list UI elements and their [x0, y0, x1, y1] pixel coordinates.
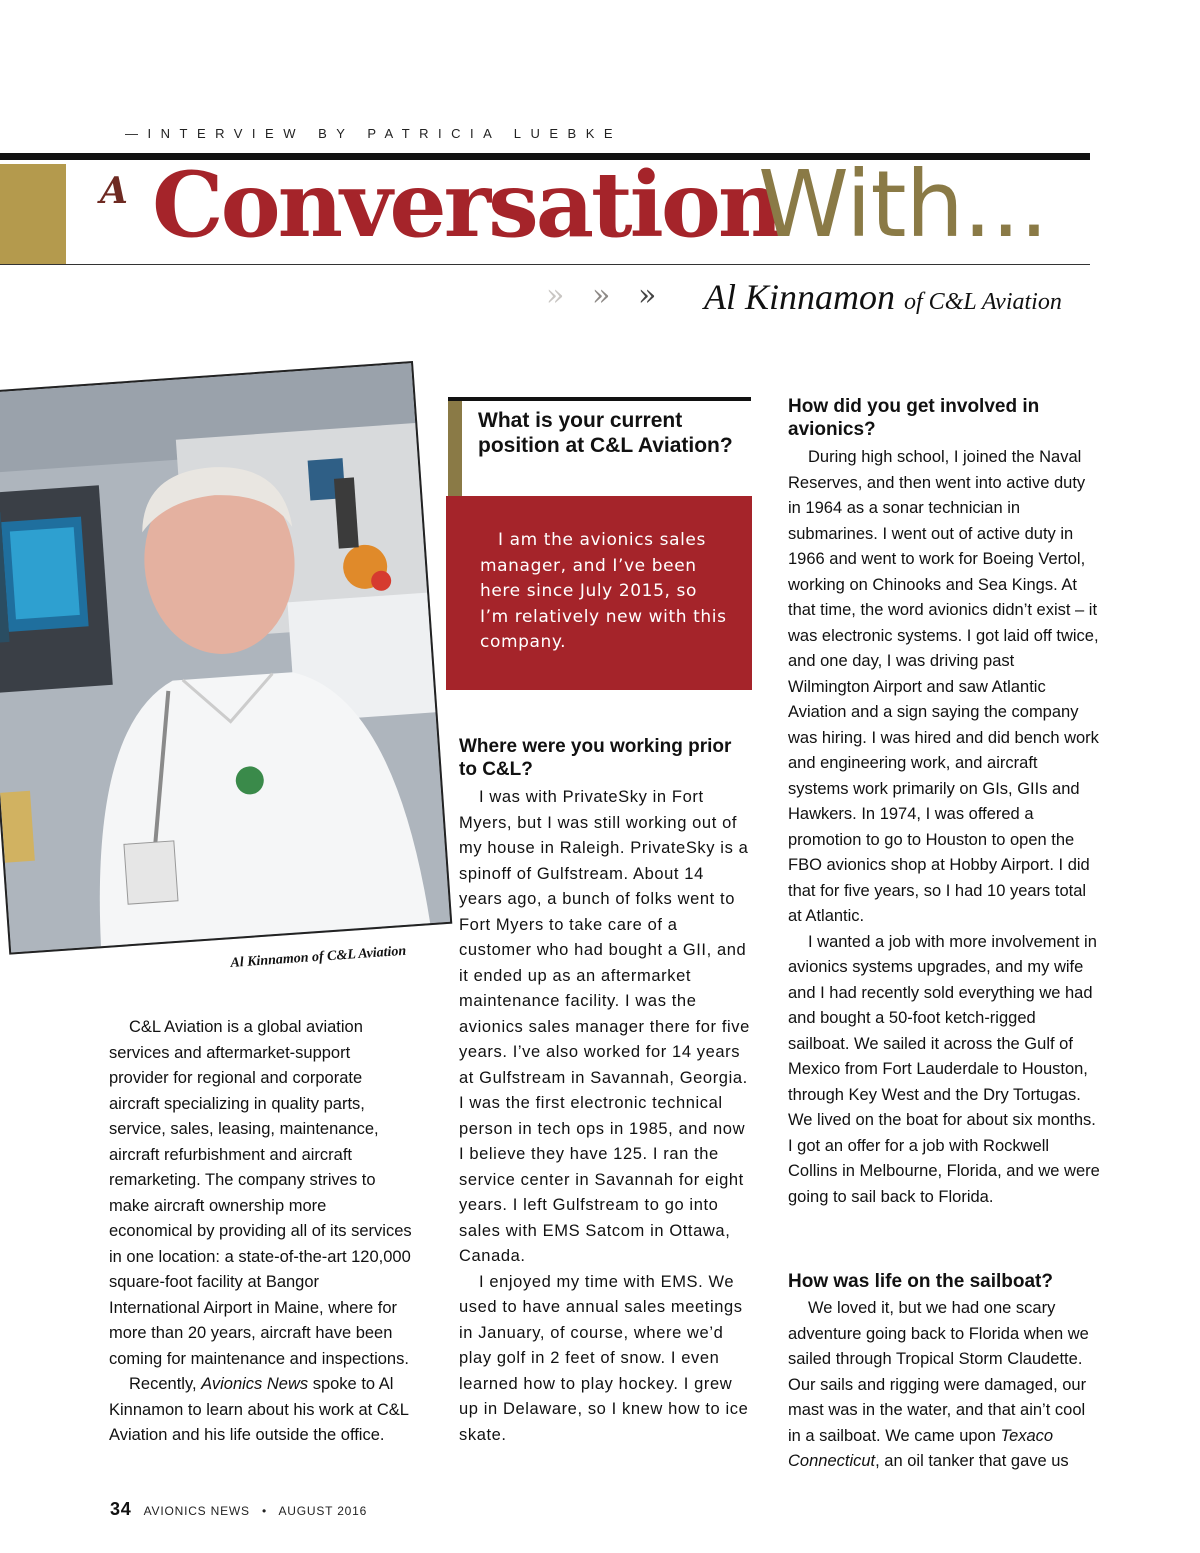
q1-question: What is your current position at C&L Aviation?	[478, 409, 733, 457]
q1-top-rule	[448, 397, 751, 401]
title-underline	[0, 264, 1090, 265]
subject-line	[704, 276, 1062, 318]
intro-column	[109, 1015, 414, 1449]
intro-paragraph-1: C&L Aviation is a global aviation services and aftermarket-support provider for regional and corporate aircraft specializing in quality parts, service, sales, leasing, maintenance, aircraft refurbishment and aircraft remarketing. The company strives to make aircraft ownership more economical by providing all of its services in one location: a state-of-the-art 120,000 square-foot facility at Bangor International Airport in Maine, where for more than 20 years, aircraft have been coming for maintenance and inspections.	[109, 1018, 412, 1368]
q2-paragraph-2: I enjoyed my time with EMS. We used to have annual sales meetings in January, of course, where we’d play golf in 2 feet of snow. I even learned how to play hockey. I grew up in Delaware, so I knew how to ice skate.	[459, 1272, 749, 1444]
title-article: A	[100, 170, 128, 212]
q1-accent-bar	[448, 401, 462, 496]
gold-accent-block	[0, 164, 66, 264]
subject-name: Al Kinnamon	[704, 277, 896, 317]
page-footer	[110, 1499, 367, 1520]
subject-org: of C&L Aviation	[904, 289, 1062, 315]
photo-caption: Al Kinnamon of C&L Aviation	[230, 943, 407, 971]
footer-bullet: •	[261, 1504, 267, 1518]
q2-answer	[459, 785, 751, 1448]
q3-answer	[788, 445, 1100, 1210]
chevron-icon-2: »	[592, 278, 611, 313]
q4-question: How was life on the sailboat?	[788, 1271, 1053, 1292]
q3-paragraph-2: I wanted a job with more involvement in avionics systems upgrades, and my wife and I had recently sold everything we had and bought a 50-foot ketch-rigged sailboat. We sailed it across the Gulf of Mexico from Fort Lauderdale to Houston, through Key West and the Dry Tortugas. We lived on the boat for about six months. I got an offer for a job with Rockwell Collins in Melbourne, Florida, and we were going to sail back to Florida.	[788, 932, 1100, 1206]
publication-name: AVIONICS NEWS	[143, 1504, 250, 1518]
title-with: With...	[758, 151, 1048, 258]
q2-question: Where were you working prior to C&L?	[459, 736, 732, 780]
q1-answer: I am the avionics sales manager, and I’ve been here since July 2015, so I’m relatively new with this company.	[480, 530, 727, 652]
title-conversation: Conversation	[152, 152, 781, 258]
intro-paragraph-2: Recently, Avionics News spoke to Al Kinnamon to learn about his work at C&L Aviation and his life outside the office.	[109, 1375, 409, 1444]
q3-question: How did you get involved in avionics?	[788, 396, 1040, 440]
q2-paragraph-1: I was with PrivateSky in Fort Myers, but I was still working out of my house in Raleigh. PrivateSky is a spinoff of Gulfstream. About 14 years ago, a bunch of folks went to Fort Myers to take care of a customer who had bought a GII, and it ended up as an aftermarket maintenance facility. I was the avionics sales manager there for five years. I’ve also worked for 14 years at Gulfstream in Savannah, Georgia. I was the first electronic technical person in tech ops in 1985, and now I believe they have 125. I ran the service center in Savannah for eight years. I left Gulfstream to go into sales with EMS Satcom in Ottawa, Canada.	[459, 788, 750, 1265]
q4-paragraph-1: We loved it, but we had one scary adventure going back to Florida when we sailed through Tropical Storm Claudette. Our sails and rigging were damaged, our mast was in the water, and that ain’t cool in a sailboat. We came upon Texaco Connecticut, an oil tanker that gave us	[788, 1299, 1089, 1470]
interview-photo	[0, 361, 452, 955]
page-number: 34	[110, 1499, 132, 1519]
issue-date: AUGUST 2016	[278, 1504, 368, 1518]
photo-illustration	[0, 363, 450, 952]
q4-answer	[788, 1296, 1100, 1475]
q3-paragraph-1: During high school, I joined the Naval Reserves, and then went into active duty in 1964 as a sonar technician in submarines. I went out of active duty in 1966 and went to work for Boeing Vertol, working on Chinooks and Sea Kings. At that time, the word avionics didn’t exist – it was electronic systems. I got laid off twice, and one day, I was driving past Wilmington Airport and saw Atlantic Aviation and a sign saying the company was hiring. I was hired and did bench work and engineering work, and aircraft systems work primarily on GIs, GIIs and Hawkers. In 1974, I was offered a promotion to go to Houston to open the FBO avionics shop at Hobby Airport. I did that for five years, so I had 10 years total at Atlantic.	[788, 448, 1099, 925]
byline: —INTERVIEW BY PATRICIA LUEBKE	[125, 126, 623, 141]
chevron-icon-3: »	[638, 278, 657, 313]
chevron-icon-1: »	[546, 278, 565, 313]
